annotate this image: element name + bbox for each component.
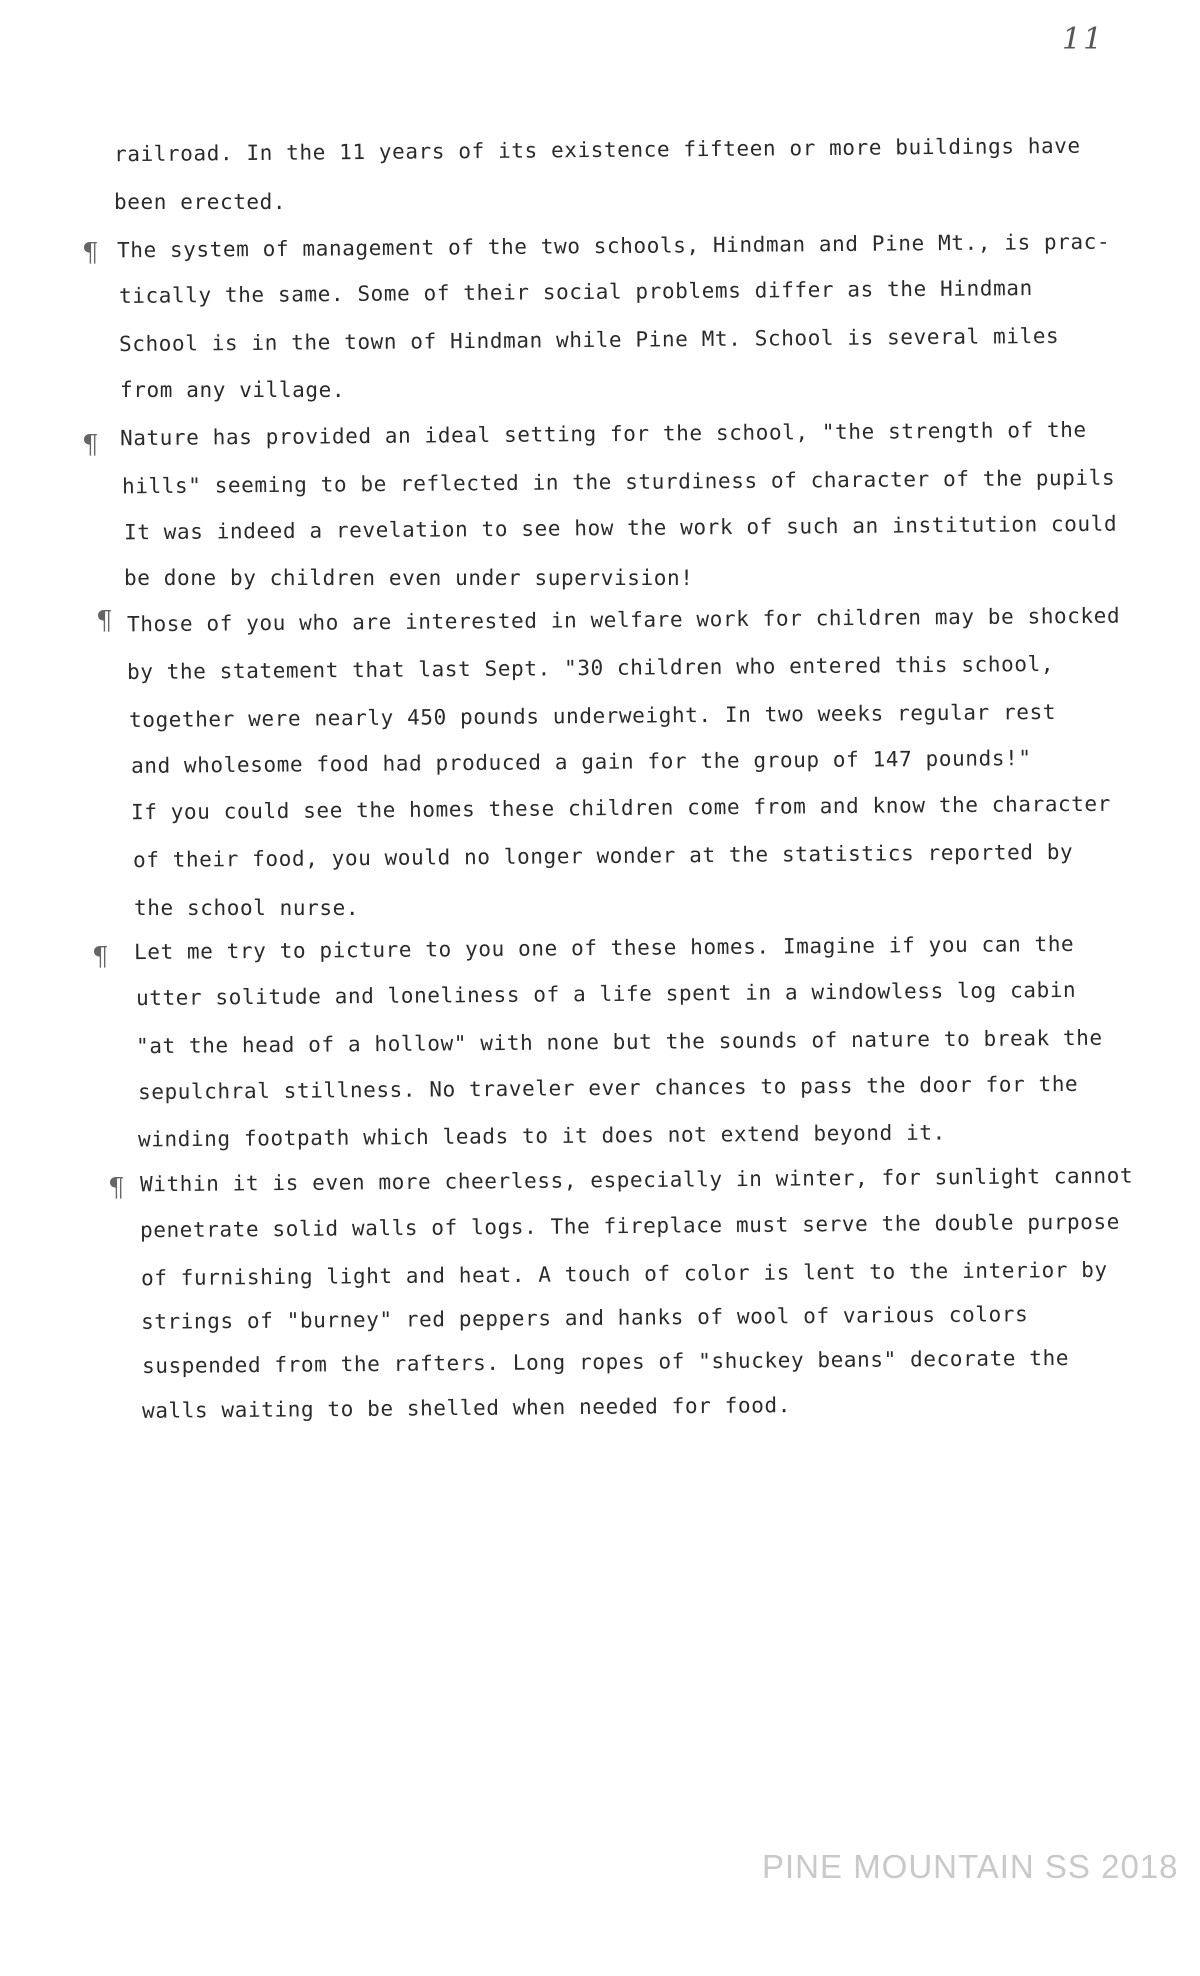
text-line: The system of management of the two schools, Hindman and Pine Mt., is prac- bbox=[116, 229, 1111, 263]
text-line: suspended from the rafters. Long ropes of "shuckey beans" decorate the bbox=[141, 1345, 1070, 1379]
text-line: It was indeed a revelation to see how the work of such an institution could bbox=[123, 511, 1118, 545]
text-line: Within it is even more cheerless, especially in winter, for sunlight cannot bbox=[139, 1163, 1134, 1197]
text-line: Those of you who are interested in welfare work for children may be shocked bbox=[126, 603, 1121, 637]
text-line: railroad. In the 11 years of its existence fifteen or more buildings have bbox=[113, 133, 1081, 167]
text-line: and wholesome food had produced a gain for the group of 147 pounds!" bbox=[130, 746, 1032, 778]
paragraph-mark: ¶ bbox=[96, 606, 113, 636]
text-line: utter solitude and loneliness of a life spent in a windowless log cabin bbox=[135, 977, 1077, 1011]
paragraph-mark: ¶ bbox=[82, 238, 99, 268]
watermark: PINE MOUNTAIN SS 2018 bbox=[762, 1848, 1179, 1885]
text-line: by the statement that last Sept. "30 children who entered this school, bbox=[126, 651, 1055, 685]
page-number: 11 bbox=[1062, 22, 1105, 57]
text-line: the school nurse. bbox=[134, 896, 360, 920]
text-line: from any village. bbox=[120, 378, 346, 402]
paragraph-mark: ¶ bbox=[82, 430, 99, 460]
text-line: of their food, you would no longer wonder at the statistics reported by bbox=[132, 839, 1074, 873]
text-line: walls waiting to be shelled when needed for food. bbox=[141, 1393, 792, 1423]
text-line: winding footpath which leads to it does not extend beyond it. bbox=[137, 1120, 946, 1152]
text-line: If you could see the homes these children come from and know the character bbox=[130, 791, 1112, 825]
text-line: of furnishing light and heat. A touch of color is lent to the interior by bbox=[140, 1257, 1108, 1291]
text-line: together were nearly 450 pounds underweight. In two weeks regular rest bbox=[128, 699, 1057, 733]
text-line: sepulchral stillness. No traveler ever chances to pass the door for the bbox=[137, 1071, 1079, 1105]
text-line: Nature has provided an ideal setting for the school, "the strength of the bbox=[119, 417, 1087, 451]
text-line: hills" seeming to be reflected in the sturdiness of character of the pupils bbox=[121, 465, 1116, 499]
text-line: tically the same. Some of their social problems differ as the Hindman bbox=[118, 276, 1033, 308]
paragraph-mark: ¶ bbox=[108, 1173, 125, 1203]
text-line: be done by children even under supervision! bbox=[124, 566, 694, 590]
text-line: been erected. bbox=[114, 190, 287, 214]
text-line: strings of "burney" red peppers and hanks of wool of various colors bbox=[140, 1302, 1029, 1334]
paragraph-mark: ¶ bbox=[92, 942, 109, 972]
text-line: "at the head of a hollow" with none but the sounds of nature to break the bbox=[135, 1025, 1103, 1059]
text-line: School is in the town of Hindman while Pine Mt. School is several miles bbox=[118, 323, 1060, 357]
text-line: Let me try to picture to you one of these homes. Imagine if you can the bbox=[133, 931, 1075, 965]
text-line: penetrate solid walls of logs. The fireplace must serve the double purpose bbox=[139, 1209, 1121, 1243]
